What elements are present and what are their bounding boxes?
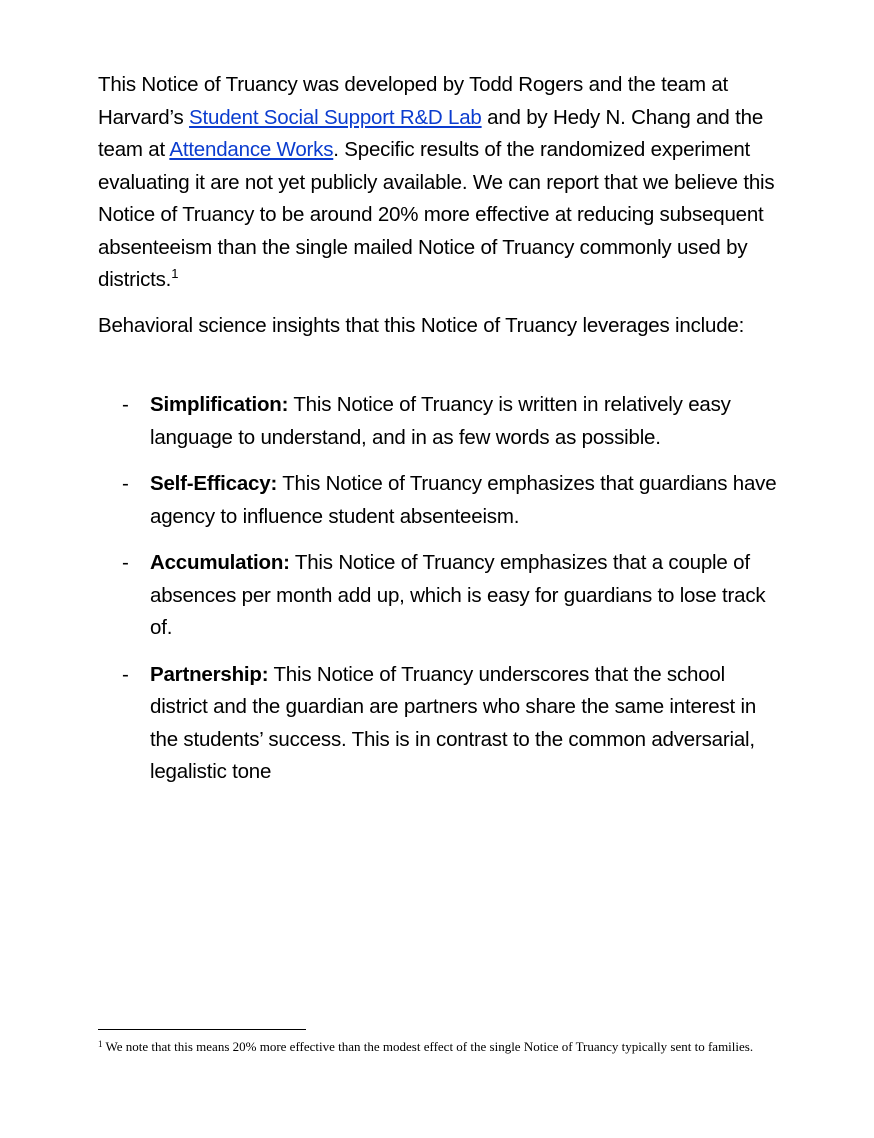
attendance-works-link[interactable]: Attendance Works <box>169 138 334 161</box>
bullet-dash: - <box>122 551 129 574</box>
bullet-text: This Notice of Truancy is written in relatively easy language to understand, and in as few words as possible. <box>150 393 731 449</box>
bullet-term: Simplification: <box>150 393 289 416</box>
bullet-dash: - <box>122 472 129 495</box>
bullet-dash: - <box>122 662 129 686</box>
footnote-text: We note that this means 20% more effective than the modest effect of the single Notice of Truancy typically sent to families. <box>102 1039 754 1054</box>
list-item-simplification <box>98 389 788 454</box>
bullet-text: This Notice of Truancy emphasizes that guardians have agency to influence student absenteeism. <box>150 472 777 528</box>
list-item-self-efficacy <box>98 468 788 533</box>
intro-text-end: . Specific results of the randomized experiment evaluating it are not yet publicly available. We can report that we believe this Notice of Truancy to be around 20% more effective at reducing subsequent absenteeism than the single mailed Notice of Truancy commonly used by districts. <box>98 138 775 291</box>
bullet-term: Partnership: <box>150 662 269 686</box>
footnote-divider <box>98 1029 306 1030</box>
footnote-reference: 1 <box>171 266 179 281</box>
bullet-dash: - <box>122 393 129 416</box>
footnote <box>98 1039 778 1055</box>
list-item-partnership <box>98 659 788 789</box>
bullet-text: This Notice of Truancy underscores that the school district and the guardian are partners who share the same interest in the students’ success. This is in contrast to the common adversarial, legalistic tone <box>150 662 757 783</box>
bullet-term: Accumulation: <box>150 551 290 574</box>
student-social-support-lab-link[interactable]: Student Social Support R&D Lab <box>189 105 482 129</box>
insights-list <box>98 389 788 803</box>
list-item-accumulation <box>98 547 788 645</box>
intro-paragraph <box>98 69 788 297</box>
bullet-text: This Notice of Truancy emphasizes that a couple of absences per month add up, which is easy for guardians to lose track of. <box>150 551 766 639</box>
intro-text-start: This Notice of Truancy was developed by Todd Rogers and the team at Harvard’s <box>98 73 729 129</box>
footnote-number: 1 <box>98 1039 103 1049</box>
insights-intro-paragraph: Behavioral science insights that this Notice of Truancy leverages include: <box>98 314 745 337</box>
intro-text-middle: and by Hedy N. Chang and the team at <box>98 105 764 161</box>
bullet-term: Self-Efficacy: <box>150 472 278 495</box>
